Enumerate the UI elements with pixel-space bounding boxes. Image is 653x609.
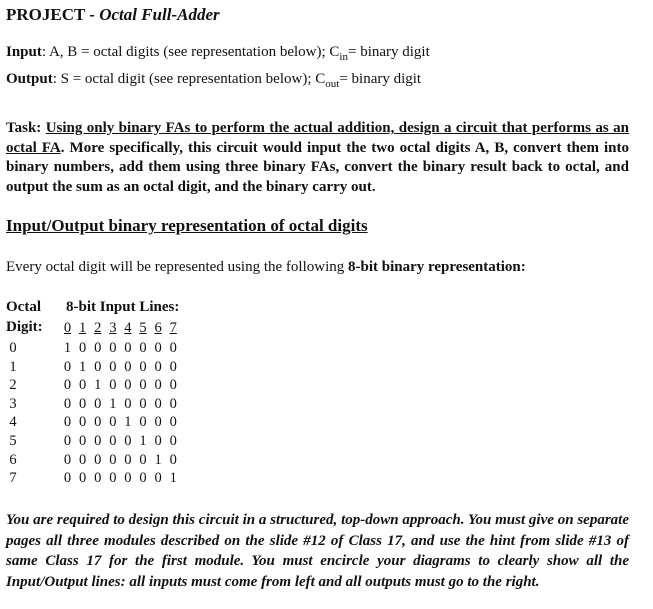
title-prefix: PROJECT - [6,5,100,24]
bit-cell: 0 [109,377,117,394]
bit-row [60,414,181,431]
bit-cell: 0 [154,470,162,487]
input-spec [6,44,430,61]
task-underlined: Using only binary FAs to perform the actual addition, design a circuit that performs as an octal FA [6,120,629,156]
bit-cell: 0 [94,433,102,449]
octal-digit: 2 [9,377,17,394]
bit-cell: 0 [139,414,147,431]
input-text: : A, B = octal digits (see representation below); C [41,44,340,60]
bit-cell: 0 [124,358,132,375]
input-label: Input [6,44,42,60]
bit-cell: 0 [154,340,162,356]
bit-cell: 0 [139,451,147,468]
section-heading: Input/Output binary representation of octal digits [6,216,368,235]
bit-cell: 0 [63,433,72,449]
bit-cell: 0 [169,340,177,356]
bit-cell: 0 [79,451,87,468]
cout-subscript: out [325,78,340,90]
line-index: 7 [169,320,177,336]
line-index-header [60,320,181,337]
bit-row [60,470,181,487]
bit-cell: 0 [124,395,132,412]
bit-cell: 0 [139,395,147,412]
bit-cell: 0 [124,433,132,449]
bit-cell: 0 [124,340,132,356]
bit-cell: 0 [169,395,177,412]
bit-cell: 1 [124,414,132,431]
octal-digit: 4 [9,414,17,431]
bit-cell: 0 [63,358,72,375]
octal-digit: 7 [9,470,17,487]
bit-cell: 0 [94,395,102,412]
bit-cell: 0 [109,433,117,449]
octal-digit: 0 [9,340,17,356]
bit-cell: 0 [79,340,87,356]
bit-cell: 0 [63,451,72,468]
bit-row [60,340,181,357]
task-rest: . More specifically, this circuit would input the two octal digits A, B, convert them into binary numbers, add them using three binary FAs, convert the binary result back to octal, and output the sum as an octal digit, and the binary carry out. [6,139,629,195]
bit-cell: 0 [94,358,102,375]
bit-row [60,359,181,376]
output-tail: = binary digit [339,71,422,87]
bit-cell: 0 [79,470,87,487]
bit-cell: 0 [124,451,132,468]
bit-cell: 0 [109,470,117,487]
bit-cell: 0 [139,377,147,394]
table-header-octal: Octal [6,299,41,315]
bit-cell: 0 [154,377,162,394]
table-header-lines: 8-bit Input Lines: [66,299,180,315]
bit-cell: 0 [63,414,72,431]
instructions-note: You are required to design this circuit in a structured, top-down approach. You must give on separate pages all three modules described on the slide #12 of Class 17, and use the hint from slide #13 of same Class 17 for the first module. You must encircle your diagrams to clearly show all the Input/Output lines: all inputs must come from left and all outputs must go to the right. [6,512,629,590]
bit-cell: 0 [154,414,162,431]
line-index: 4 [124,320,132,336]
bit-row [60,377,181,394]
bit-cell: 0 [124,470,132,487]
bit-cell: 0 [139,340,147,356]
intro-bold: 8-bit binary representation: [348,259,526,275]
output-label: Output [6,71,53,87]
line-index: 6 [154,320,162,336]
intro-line [6,259,526,276]
task-label: Task: [6,120,46,136]
output-spec [6,71,421,88]
bit-cell: 0 [169,358,177,375]
intro-text: Every octal digit will be represented using the following [6,259,348,275]
output-text: : S = octal digit (see representation below); C [52,71,326,87]
bit-cell: 1 [139,433,147,449]
bit-cell: 0 [139,470,147,487]
bit-cell: 0 [109,358,117,375]
bit-cell: 0 [63,470,72,487]
bit-cell: 0 [94,451,102,468]
task-paragraph [6,119,629,197]
line-index: 0 [63,320,72,336]
bit-cell: 0 [63,377,72,394]
table-header-digit: Digit: [6,319,43,335]
bit-cell: 0 [169,377,177,394]
bit-row [60,396,181,413]
bit-cell: 0 [94,340,102,356]
title-name: Octal Full-Adder [99,5,220,24]
bit-cell: 0 [94,470,102,487]
cin-subscript: in [339,51,348,63]
bit-cell: 0 [109,340,117,356]
bit-cell: 0 [169,414,177,431]
bit-cell: 0 [169,451,177,468]
octal-digit: 5 [9,433,17,449]
bit-row [60,433,181,450]
bit-cell: 0 [63,395,72,412]
bit-cell: 0 [154,395,162,412]
octal-digit: 3 [9,395,17,412]
bit-cell: 0 [79,414,87,431]
line-index: 5 [139,320,147,336]
line-index: 3 [109,320,117,336]
bit-cell: 0 [154,358,162,375]
bit-cell: 1 [109,395,117,412]
bit-cell: 0 [109,451,117,468]
bit-row [60,452,181,469]
bit-cell: 0 [79,395,87,412]
bit-cell: 0 [139,358,147,375]
bit-cell: 1 [63,340,72,356]
bit-cell: 1 [169,470,177,487]
bit-cell: 1 [154,451,162,468]
bit-cell: 1 [94,377,102,394]
bit-cell: 0 [154,433,162,449]
bit-cell: 0 [109,414,117,431]
line-index: 1 [79,320,87,336]
bit-cell: 1 [79,358,87,375]
input-tail: = binary digit [347,44,430,60]
octal-digit: 1 [9,358,17,375]
line-index: 2 [94,320,102,336]
bit-cell: 0 [124,377,132,394]
bit-cell: 0 [79,433,87,449]
bit-cell: 0 [79,377,87,394]
bit-cell: 0 [169,433,177,449]
page-title [6,5,220,25]
octal-digit: 6 [9,451,17,468]
bit-cell: 0 [94,414,102,431]
